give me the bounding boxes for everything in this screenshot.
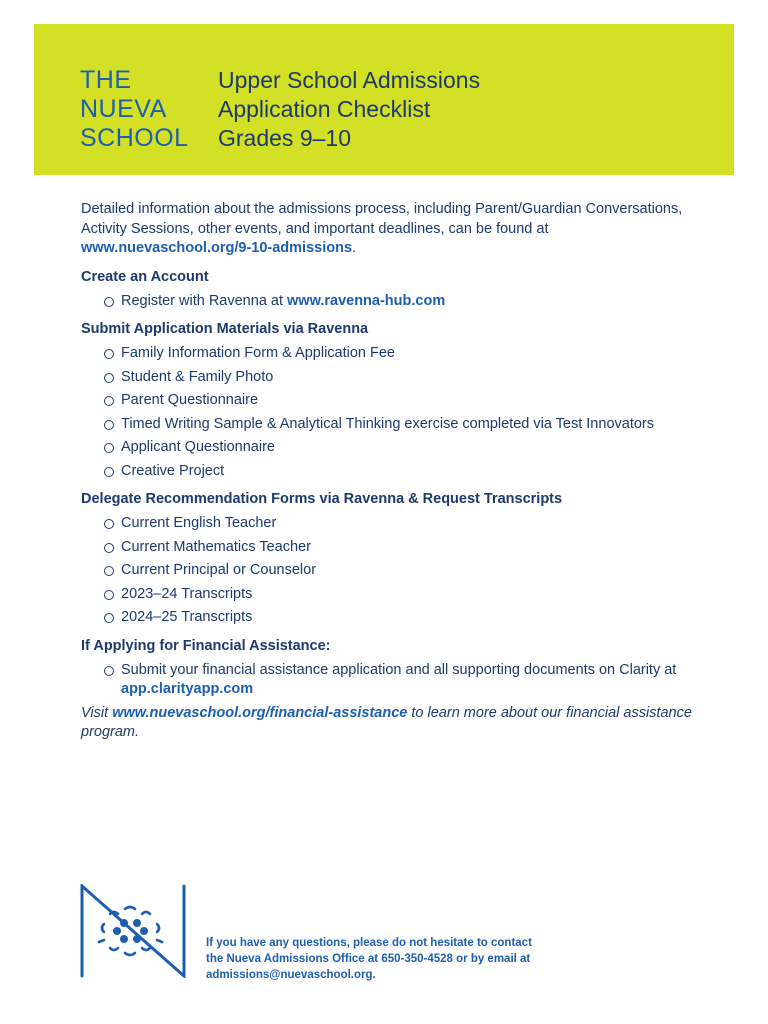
- account-list: [81, 292, 701, 312]
- ravenna-link[interactable]: www.ravenna-hub.com: [287, 292, 446, 309]
- recommendations-list: [81, 514, 701, 628]
- item-text: 2023–24 Transcripts: [121, 585, 253, 602]
- note-suffix: to learn more about our financial assistance program.: [81, 704, 692, 740]
- item-text: Current English Teacher: [121, 515, 277, 531]
- nueva-emblem-icon: [80, 884, 188, 978]
- section-heading-recommendations: Delegate Recommendation Forms via Ravenna & Request Transcripts: [81, 491, 563, 507]
- checkbox-circle-icon[interactable]: [104, 443, 114, 453]
- checklist-item: [81, 538, 701, 558]
- item-text: Submit your financial assistance application and all supporting documents on Clarity at: [121, 661, 677, 678]
- item-text: Register with Ravenna at: [121, 292, 288, 309]
- title-line: Application Checklist: [218, 96, 431, 122]
- item-text: Student & Family Photo: [121, 368, 274, 385]
- clarity-link[interactable]: app.clarityapp.com: [121, 681, 254, 697]
- header-banner: [34, 24, 734, 175]
- intro-paragraph: [81, 200, 701, 259]
- item-text: Current Principal or Counselor: [121, 562, 317, 578]
- section-heading-account: Create an Account: [81, 268, 209, 285]
- contact-line: the Nueva Admissions Office at 650-350-4528 or by email at: [206, 953, 531, 965]
- checkbox-circle-icon[interactable]: [104, 590, 114, 600]
- contact-info: [206, 935, 566, 983]
- checkbox-circle-icon[interactable]: [104, 373, 114, 383]
- contact-email[interactable]: admissions@nuevaschool.org.: [206, 969, 376, 981]
- logo-line: SCHOOL: [80, 124, 189, 152]
- title-line: Upper School Admissions: [218, 67, 481, 93]
- financial-note: [81, 704, 701, 743]
- item-text: Parent Questionnaire: [121, 392, 259, 408]
- checklist-item: [81, 344, 701, 364]
- admissions-link[interactable]: www.nuevaschool.org/9-10-admissions: [81, 240, 353, 256]
- checkbox-circle-icon[interactable]: [104, 349, 114, 359]
- checklist-item: [81, 462, 701, 482]
- checkbox-circle-icon[interactable]: [104, 467, 114, 477]
- checklist-item: [81, 585, 701, 605]
- item-text: Family Information Form & Application Fee: [121, 345, 395, 361]
- item-text: Creative Project: [121, 462, 225, 479]
- contact-line: If you have any questions, please do not hesitate to contact: [206, 937, 532, 949]
- checklist-item: [81, 368, 701, 388]
- checkbox-circle-icon[interactable]: [104, 613, 114, 623]
- section-heading-materials: Submit Application Materials via Ravenna: [81, 321, 369, 337]
- intro-text: Detailed information about the admissions process, including Parent/Guardian Conversations, Activity Sessions, other events, and important deadlines, can be found at: [81, 201, 683, 237]
- title-line: Grades 9–10: [218, 125, 351, 151]
- page-title: [218, 66, 480, 153]
- financial-list: [81, 661, 701, 700]
- checklist-item: [81, 561, 701, 581]
- checklist-item: [81, 661, 701, 700]
- checklist-item: [81, 391, 701, 411]
- financial-assistance-link[interactable]: www.nuevaschool.org/financial-assistance: [112, 704, 408, 721]
- checklist-item: [81, 438, 701, 458]
- checkbox-circle-icon[interactable]: [104, 666, 114, 676]
- item-text: Applicant Questionnaire: [121, 439, 275, 455]
- checkbox-circle-icon[interactable]: [104, 420, 114, 430]
- school-logo[interactable]: [80, 66, 189, 153]
- note-prefix: Visit: [81, 704, 113, 721]
- logo-line: THE: [80, 66, 132, 94]
- checkbox-circle-icon[interactable]: [104, 543, 114, 553]
- item-text: Timed Writing Sample & Analytical Thinking exercise completed via Test Innovators: [121, 415, 654, 432]
- checkbox-circle-icon[interactable]: [104, 396, 114, 406]
- section-heading-financial: If Applying for Financial Assistance:: [81, 637, 331, 654]
- emblem-frame: [82, 886, 184, 976]
- checkbox-circle-icon[interactable]: [104, 297, 114, 307]
- checkbox-circle-icon[interactable]: [104, 566, 114, 576]
- intro-tail: .: [352, 240, 357, 256]
- checklist-item: [81, 514, 701, 534]
- logo-line: NUEVA: [80, 95, 167, 123]
- item-text: 2024–25 Transcripts: [121, 609, 253, 625]
- checkbox-circle-icon[interactable]: [104, 519, 114, 529]
- checklist-item: [81, 292, 701, 312]
- checklist-content: [81, 200, 701, 757]
- materials-list: [81, 344, 701, 481]
- checklist-item: [81, 415, 701, 435]
- checklist-item: [81, 608, 701, 628]
- item-text: Current Mathematics Teacher: [121, 538, 311, 555]
